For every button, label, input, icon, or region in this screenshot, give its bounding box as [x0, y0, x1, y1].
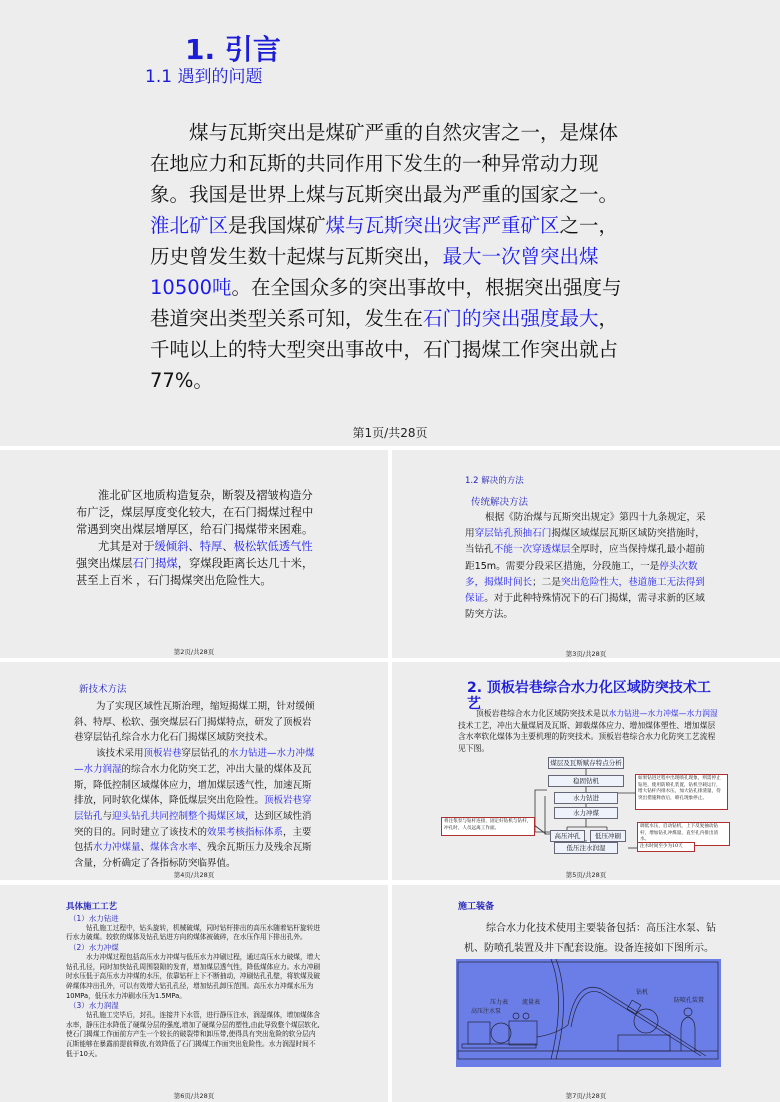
text-segment: 、残余瓦斯压力及残余瓦斯含量，分析确定了各指标防突临界值。	[74, 842, 312, 870]
flow-step: 煤层及瓦斯赋存特点分析	[548, 757, 624, 769]
page-footer: 第5页/共28页	[565, 871, 607, 879]
text-segment: 。对于此种特殊情况下的石门揭煤，需寻求新的区域防突方法。	[465, 593, 705, 621]
highlighted-text: 水力钻进—水力冲煤—水力润湿	[74, 748, 315, 775]
text-segment: 淮北矿区地质构造复杂，断裂及褶皱构造分布广泛，煤层厚度变化较大，在石门揭煤过程中常遇到突出煤层增厚区，给石门揭煤带来困难。	[76, 489, 314, 536]
text-segment: 穿层钻孔的	[181, 748, 230, 760]
text-segment: 揭煤区域煤层瓦斯区域防突措施时，当钻孔	[465, 528, 705, 556]
equipment-diagram	[456, 959, 721, 1067]
text-segment: 与	[102, 810, 113, 822]
page-2	[0, 450, 388, 658]
section-heading: 1.2 解决的方法	[465, 476, 524, 486]
flow-note-injection: 注水时间至少为10天	[637, 842, 695, 852]
label-gauge: 压力表	[490, 999, 509, 1006]
section-subtitle: 1.1 遇到的问题	[145, 67, 263, 87]
section-label: （1）水力钻进	[69, 914, 119, 923]
text-segment: ，达到区域性消突的目的。同时建立了该技术的	[74, 810, 312, 838]
label-flowmeter: 流量表	[522, 999, 541, 1006]
highlighted-text: 极松软低透气性	[233, 540, 313, 553]
page-footer: 第3页/共28页	[565, 650, 607, 658]
page-footer: 第1页/共28页	[352, 426, 428, 440]
highlighted-text: 煤体含水率	[150, 842, 198, 854]
text-segment: 之一，历史曾发生数十起煤与瓦斯突出，	[150, 214, 619, 268]
highlighted-text: 顶板岩巷穿层钻孔	[74, 795, 312, 822]
page7-text: 综合水力化技术使用主要装备包括：高压注水泵、钻机、防喷孔装置及井下配套设施。设备连接如下图所示。	[464, 923, 716, 954]
flow-note-drilling: 如果钻进过程中出现喷孔现象，则需停止钻进，使用防喷孔装置，钻机空载运行，增大钻杆内排水压，加大钻孔排渣量，待突出措施释放后，喷孔现象停止。	[635, 774, 728, 810]
highlighted-text: 迎头钻孔共同控制整个揭煤区域	[112, 810, 246, 822]
flow-step: 稳固钻机	[548, 775, 624, 787]
page4-text	[74, 699, 319, 872]
flow-note-flush: 调低水压，启动钻机，上下反复抽动钻杆，增加钻孔冲煤量，直至孔内排出清水。	[637, 822, 730, 846]
text-segment: 根据《防治煤与瓦斯突出规定》第四十九条规定，采用	[465, 512, 706, 540]
paragraph	[74, 699, 319, 746]
text-segment: 技术工艺，冲出大量煤屑及瓦斯、卸载煤体应力、增加煤体塑性、增加煤层含水率软化煤体为主要机理的防突技术。顶板岩巷综合水力化防突工艺流程见下图。	[458, 720, 716, 753]
page-footer: 第7页/共28页	[565, 1092, 607, 1100]
highlighted-text: 水力冲煤量	[93, 842, 141, 854]
text-segment: 煤与瓦斯突出是煤矿严重的自然灾害之一，是煤体在地应力和瓦斯的共同作用下发生的一种异常动力现象。我国是世界上煤与瓦斯突出最为严重的国家之一。	[150, 121, 619, 206]
text-segment: 、	[188, 540, 200, 553]
text-segment: 的综合水力化防突工艺，冲出大量的煤体及瓦斯，降低控制区域煤体应力，增加煤层透气性，加速瓦斯排放，同时软化煤体，降低煤层突出危险性。	[74, 763, 312, 807]
text-segment: 该技术采用	[96, 748, 144, 760]
text-segment: 是我国煤矿	[228, 214, 326, 237]
section-label: （3）水力润湿	[69, 1001, 119, 1011]
text-segment: 为了实现区域性瓦斯治理，缩短揭煤工期，针对缓倾斜、特厚、松软、强突煤层石门揭煤特点，研发了顶板岩巷穿层钻孔综合水力化石门揭煤区域防突技术。	[74, 701, 315, 744]
section-text: 钻孔施工完毕后，封孔，连接井下水管，进行静压注水，润湿煤体，增加煤体含水率，静压注水降低了硬煤分层的强度,增加了硬煤分层的塑性,由此导致整个煤层软化,使石门揭煤工作面前方产生一个较长的破裂带和卸压带,使得具有突出危险的软分层内瓦斯能够在暴露前提前释放,有效降低了石门揭煤工作面突出危险性。水力润湿时间不低于10天。	[66, 1011, 321, 1058]
page-footer: 第2页/共28页	[173, 648, 215, 656]
highlighted-text: 穿层钻孔预抽石门	[474, 528, 552, 540]
highlighted-text: 效果考核指标体系	[207, 826, 284, 838]
highlighted-text: 停头次数多，揭煤时间长	[465, 560, 698, 588]
page-4	[0, 662, 388, 880]
highlighted-text: 最大一次曾突出煤10500吨	[150, 245, 599, 299]
page-footer: 第4页/共28页	[173, 871, 215, 879]
text-segment: 、	[140, 842, 151, 854]
flow-step: 高压冲孔	[550, 830, 585, 842]
label-pump: 高压注水泵	[471, 1008, 502, 1015]
section-text: 水力冲煤过程包括高压水力冲煤与低压水力冲刷过程，通过高压水力破煤，增大钻孔孔径，同时加快钻孔周围裂隙的发育，增加煤层透气性，降低煤体应力。水力冲刷时水压低于高压水力冲煤的水压，依靠钻杆上下不断抽动，冲刷钻孔孔壁，将软煤及破碎煤体冲出孔外，可以有效增大钻孔孔径，增加钻孔卸压范围。高压水力冲煤水压为10MPa，低压水力冲刷水压为1.5MPa。	[66, 952, 321, 1000]
page-7	[392, 885, 780, 1102]
page-title: 1. 引言	[185, 33, 281, 66]
highlighted-text: 淮北矿区	[150, 214, 229, 237]
paragraph	[76, 487, 316, 538]
flow-note-highpressure: 将注浆泵与钻杆连接，固定好钻机与钻杆，冲孔时，人员远离工作面。	[441, 817, 535, 836]
text-segment: 尤其是对于	[98, 540, 155, 553]
intro-paragraph	[150, 117, 635, 396]
paragraph	[76, 538, 316, 589]
highlighted-text: 水力钻进—水力冲煤—水力润湿	[608, 709, 718, 718]
highlighted-text: 顶板岩巷	[143, 748, 182, 760]
text-segment: ，穿煤段距离长达几十米，甚至上百米 ，石门揭煤突出危险性大。	[76, 557, 314, 587]
page6-sections	[66, 914, 322, 1060]
section-heading: 新技术方法	[79, 684, 127, 695]
flow-step: 水力钻进	[554, 792, 618, 804]
text-segment: 强突出煤层	[76, 557, 133, 570]
highlighted-text: 特厚	[199, 540, 223, 553]
page3-text	[465, 510, 710, 623]
page-5	[392, 662, 780, 880]
page-6	[0, 885, 388, 1102]
text-segment: 、	[222, 540, 234, 553]
section-text: 钻孔施工过程中，钻头旋转，机械破煤，同时钻杆排出的高压水随着钻杆旋转进行水力破煤。较软的煤体及钻孔钻进方向的煤体被破碎，在水压作用下排出孔外。	[66, 923, 321, 942]
section-heading: 施工装备	[458, 902, 495, 912]
label-blowout: 防喷孔装置	[674, 997, 705, 1004]
page2-text	[76, 487, 316, 589]
paragraph	[74, 746, 319, 872]
label-drill: 钻机	[636, 989, 649, 996]
text-segment: ；二是	[532, 576, 561, 588]
highlighted-text: 突出危险性大，巷道施工无法得到保证	[465, 576, 705, 605]
text-segment: ，千吨以上的特大型突出事故中，石门揭煤工作突出就占77%。	[150, 307, 619, 392]
page-1	[0, 0, 780, 446]
text-segment: 顶板岩巷综合水力化区域防突技术是以	[476, 709, 609, 718]
flow-step: 低压冲刷	[590, 830, 626, 842]
flow-step: 低压注水润湿	[554, 842, 618, 854]
page-footer: 第6页/共28页	[173, 1092, 215, 1100]
highlighted-text: 煤与瓦斯突出灾害严重矿区	[325, 214, 560, 237]
highlighted-text: 缓倾斜	[154, 540, 189, 553]
text-segment: ，主要包括	[74, 826, 312, 854]
subheading: 传统解决方法	[471, 497, 529, 508]
section-label: （2）水力冲煤	[69, 943, 119, 953]
section-heading: 具体施工工艺	[66, 902, 118, 912]
highlighted-text: 不能一次穿透煤层	[493, 544, 571, 556]
highlighted-text: 石门的突出强度最大	[423, 307, 599, 330]
text-segment: 全厚时，应当保持煤孔最小超前距15m。需要分段采区措施，分段施工，一是	[465, 544, 705, 572]
slide-title: 2. 顶板岩巷综合水力化区域防突技术工艺	[467, 680, 711, 712]
text-segment: 。在全国众多的突出事故中，根据突出强度与巷道突出类型关系可知，发生在	[150, 276, 622, 330]
page-3	[392, 450, 780, 658]
flow-step: 水力冲煤	[554, 807, 618, 819]
highlighted-text: 石门揭煤	[132, 557, 178, 570]
